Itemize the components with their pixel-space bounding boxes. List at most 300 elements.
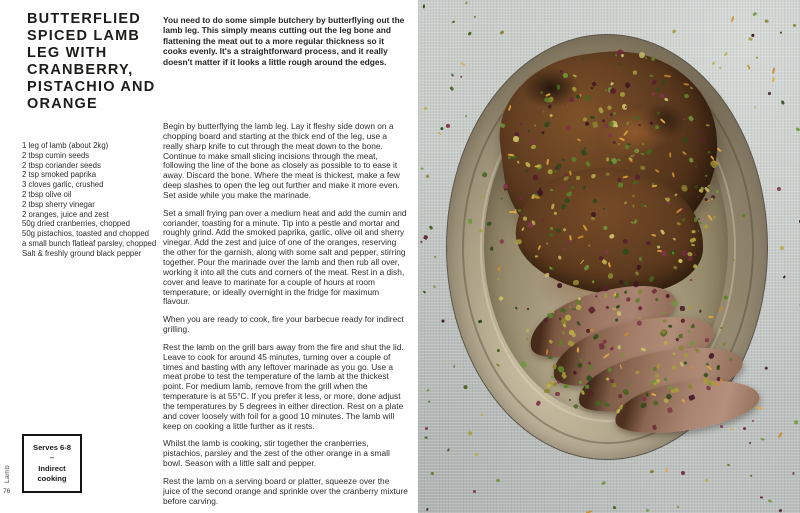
garnish-bit [497,349,501,353]
garnish-bit [781,101,785,106]
garnish-bit [650,470,655,474]
garnish-bit [584,265,590,272]
garnish-bit [589,116,594,120]
garnish-bit [608,106,613,111]
garnish-bit [561,203,567,209]
garnish-bit [477,319,482,323]
garnish-bit [482,172,488,177]
garnish-bit [546,243,548,245]
garnish-bit [697,229,700,231]
garnish-bit [780,246,784,250]
garnish-bit [716,189,720,193]
garnish-bit [656,86,661,91]
garnish-bit [568,96,574,102]
garnish-bit [450,86,455,91]
garnish-bit [425,175,428,178]
garnish-bit [633,281,639,288]
garnish-bit [741,213,745,217]
garnish-bit [508,105,512,111]
garnish-bit [667,408,673,414]
garnish-bit [720,425,723,428]
garnish-bit [634,115,640,121]
garnish-bit [603,285,609,291]
garnish-bit [498,296,503,302]
recipe-title-line: LEG WITH [27,45,108,61]
method-paragraph: Rest the lamb on a serving board or platter, squeeze over the juice of the second orange and sprinkle over the cranberry mixture before carving. [163,476,408,506]
garnish-bit [503,184,507,189]
garnish-bit [591,217,595,220]
garnish-bit [717,365,721,370]
garnish-bit [524,169,527,173]
garnish-bit [623,130,629,136]
garnish-bit [729,357,732,361]
garnish-bit [560,307,566,313]
garnish-bit [603,353,610,359]
garnish-bit [549,227,552,230]
garnish-bit [548,339,553,344]
garnish-bit [708,316,713,318]
garnish-bit [619,405,623,410]
garnish-bit [690,279,693,281]
garnish-bit [750,475,753,477]
garnish-bit [429,225,434,230]
garnish-bit [704,186,710,192]
garnish-bit [517,208,521,212]
garnish-bit [573,404,579,410]
garnish-bit [720,378,722,382]
garnish-bit [565,125,572,132]
garnish-bit [543,121,550,129]
garnish-bit [580,358,583,361]
garnish-bit [655,169,660,173]
garnish-bit [677,258,683,263]
garnish-bit [646,508,649,511]
garnish-bit [673,353,676,356]
garnish-bit [605,251,609,255]
garnish-bit [556,85,559,90]
garnish-bit [601,481,606,485]
garnish-bit [792,23,796,27]
garnish-bit [439,127,443,131]
garnish-bit [684,352,689,357]
garnish-bit [665,294,670,299]
garnish-bit [623,238,629,245]
garnish-bit [704,479,708,483]
garnish-bit [419,240,422,243]
garnish-bit [723,295,728,300]
chapter-label: Lamb [4,464,11,483]
garnish-bit [682,399,686,403]
garnish-bit [607,368,613,373]
garnish-bit [638,289,643,295]
garnish-bit [652,185,657,188]
garnish-bit [722,342,726,346]
garnish-bit [640,165,646,170]
garnish-bit [778,432,783,438]
garnish-bit [544,97,551,103]
garnish-bit [618,62,621,65]
garnish-bit [625,145,630,150]
garnish-bit [760,437,764,440]
garnish-bit [500,240,505,245]
ingredient-item: 1 leg of lamb (about 2kg) [22,141,109,150]
garnish-bit [593,198,598,203]
garnish-bit [695,166,697,168]
garnish-bit [742,426,746,430]
garnish-bit [546,349,549,355]
garnish-bit [701,138,707,144]
garnish-bit [656,246,660,250]
garnish-bit [580,149,587,156]
garnish-bit [612,506,615,509]
garnish-bit [584,147,587,150]
garnish-bit [794,420,799,425]
garnish-bit [551,204,556,210]
garnish-bit [508,156,511,159]
ingredient-item: 2 tsp smoked paprika [22,170,97,180]
garnish-bit [618,279,623,284]
garnish-bit [699,310,702,313]
garnish-bit [563,227,567,231]
ingredient-item: 50g dried cranberries, chopped [22,219,130,229]
garnish-bit [668,325,672,328]
garnish-bit [694,217,698,222]
garnish-bit [681,151,686,155]
garnish-bit [645,148,653,156]
garnish-bit [579,259,584,264]
garnish-bit [592,121,598,128]
garnish-bit [650,121,654,125]
garnish-bit [651,385,655,389]
garnish-bit [591,87,594,90]
garnish-bit [561,373,567,379]
garnish-bit [748,38,752,41]
serves-label: Serves 6-8 [33,442,71,452]
garnish-bit [533,174,540,181]
garnish-bit [694,348,701,354]
garnish-bit [519,122,523,126]
garnish-bit [592,281,594,284]
garnish-bit [651,56,656,61]
garnish-bit [496,277,499,280]
garnish-bit [688,157,694,163]
garnish-bit [752,420,754,422]
garnish-bit [551,376,554,378]
garnish-bit [540,130,545,135]
garnish-bit [632,194,636,197]
garnish-bit [468,219,472,224]
garnish-bit [656,363,659,368]
garnish-bit [640,402,647,409]
garnish-bit [526,308,529,311]
garnish-bit [618,345,621,349]
garnish-bit [670,152,672,157]
ingredient-item: 2 tbsp sherry vinegar [22,199,95,209]
garnish-bit [635,271,639,276]
garnish-bit [475,453,478,456]
garnish-bit [635,298,641,304]
garnish-bit [633,180,638,184]
garnish-bit [585,121,590,126]
garnish-bit [577,138,582,141]
garnish-bit [556,282,562,288]
garnish-bit [632,71,636,75]
garnish-bit [704,338,709,342]
garnish-bit [718,306,724,311]
garnish-bit [424,427,428,431]
ingredient-item: 50g pistachios, toasted and chopped [22,229,150,239]
garnish-bit [638,305,644,311]
garnish-bit [603,345,606,348]
garnish-bit [636,264,642,270]
garnish-bit [703,225,708,230]
garnish-bit [655,125,659,129]
garnish-bit [552,310,555,313]
recipe-title-line: ORANGE [27,96,98,112]
garnish-bit [433,256,436,259]
garnish-bit [653,509,655,511]
garnish-bit [681,319,685,323]
garnish-bit [423,236,428,241]
garnish-bit [687,384,694,391]
garnish-bit [616,158,620,161]
garnish-bit [537,245,540,250]
ingredient-item: 2 tbsp olive oil [22,189,72,199]
garnish-bit [460,62,466,67]
garnish-bit [691,243,695,246]
garnish-bit [703,372,708,377]
garnish-bit [569,306,571,308]
garnish-bit [778,508,782,512]
garnish-bit [519,196,523,200]
garnish-bit [618,142,621,145]
garnish-bit [716,148,721,153]
garnish-bit [671,301,676,305]
garnish-bit [683,83,690,86]
garnish-bit [687,252,692,257]
garnish-bit [553,212,557,215]
method-paragraph: Set a small frying pan over a medium heat and add the cumin and coriander, toasting for a minute. Tip into a pestle and mortar and roughly grind. Add the smoked paprika, garlic, olive oil and sherry vinegar. Add the zest and juice of one of the oranges, reserving the other for the garnish, along with some salt and pepper, stirring together. Pour the marinade over the lamb and then rub all over, working it into all the cuts and corners of the meat. Rest in a dish, cover and leave to marinate for a couple of hours at room temperature, or ideally overnight in the fridge for maximum flavour. [163,207,407,307]
garnish-bit [601,119,606,124]
garnish-bit [698,129,702,133]
garnish-bit [512,135,519,142]
garnish-bit [490,247,494,251]
garnish-bit [731,258,734,262]
garnish-bit [731,16,734,22]
garnish-bit [515,209,517,214]
garnish-bit [747,64,751,70]
cooking-method-label: Indirect cooking [37,463,67,483]
garnish-bit [591,81,597,87]
garnish-bit [569,191,573,196]
garnish-bit [686,329,690,333]
garnish-bit [651,287,657,293]
garnish-bit [649,275,655,282]
garnish-bit [690,366,695,370]
garnish-bit [641,347,646,351]
garnish-bit [424,106,428,110]
garnish-bit [515,306,518,309]
garnish-bit [517,160,521,164]
garnish-bit [626,297,631,302]
garnish-bit [479,229,484,233]
garnish-bit [546,159,549,165]
garnish-bit [452,20,455,23]
garnish-bit [684,93,689,97]
garnish-bit [645,57,648,59]
garnish-bit [607,272,613,278]
garnish-bit [638,316,641,319]
garnish-bit [652,425,657,431]
garnish-bit [615,304,620,309]
garnish-bit [451,73,454,76]
garnish-bit [584,94,591,101]
garnish-bit [711,197,713,199]
garnish-bit [655,297,659,301]
garnish-bit [635,371,640,374]
garnish-bit [688,116,694,122]
garnish-bit [616,293,619,295]
ingredient-item: a small bunch flatleaf parsley, chopped [22,238,157,248]
page-number: 76 [3,488,11,495]
garnish-bit [564,103,567,106]
garnish-bit [460,76,463,79]
garnish-bit [605,377,608,381]
garnish-bit [754,106,757,109]
garnish-bit [609,88,615,94]
garnish-bit [795,127,800,132]
garnish-bit [583,224,588,231]
garnish-bit [628,382,631,385]
garnish-bit [421,168,424,170]
garnish-bit [547,169,553,175]
ingredient-item: 2 tbsp coriander seeds [22,160,101,170]
garnish-bit [473,490,476,493]
garnish-bit [681,470,686,475]
garnish-bit [688,394,695,401]
garnish-bit [570,185,574,190]
garnish-bit [543,389,549,393]
garnish-bit [587,363,594,370]
garnish-bit [498,266,502,271]
garnish-bit [632,218,637,224]
garnish-bit [536,89,539,91]
garnish-bit [530,145,536,151]
garnish-bit [645,240,651,246]
garnish-bit [499,30,504,35]
garnish-bit [563,383,569,389]
garnish-scatter [418,0,800,513]
garnish-bit [604,293,608,297]
garnish-bit [642,142,645,145]
garnish-bit [657,112,660,115]
garnish-bit [624,82,631,89]
garnish-bit [425,507,428,510]
garnish-bit [605,306,609,310]
garnish-bit [639,257,643,261]
garnish-bit [548,232,553,237]
garnish-bit [649,355,651,357]
garnish-bit [526,329,530,333]
garnish-bit [661,249,667,256]
garnish-bit [706,151,710,155]
garnish-bit [526,337,529,340]
garnish-bit [548,356,553,360]
garnish-bit [601,259,607,265]
garnish-bit [681,250,687,256]
garnish-bit [576,176,581,181]
garnish-bit [588,244,590,247]
garnish-bit [614,318,618,322]
garnish-bit [675,194,678,197]
garnish-bit [723,52,727,56]
garnish-bit [602,225,608,231]
garnish-bit [605,172,609,176]
garnish-bit [577,347,579,352]
garnish-bit [650,74,654,76]
garnish-bit [618,183,624,188]
recipe-title-line: SPICED LAMB [27,28,141,44]
garnish-bit [687,306,691,311]
garnish-bit [712,62,715,66]
garnish-bit [620,53,624,57]
garnish-bit [653,399,660,405]
garnish-bit [683,362,687,365]
ingredient-item: Salt & freshly ground black pepper [22,248,142,258]
garnish-bit [573,370,577,374]
garnish-bit [642,397,647,402]
garnish-bit [646,392,649,397]
garnish-bit [480,195,483,197]
garnish-bit [708,352,716,360]
garnish-bit [646,265,649,268]
garnish-bit [695,185,698,189]
garnish-bit [571,86,577,92]
garnish-bit [524,161,530,168]
garnish-bit [561,323,566,328]
garnish-bit [655,374,659,378]
garnish-bit [641,153,645,156]
garnish-bit [557,380,561,384]
garnish-bit [624,291,628,295]
garnish-bit [572,157,577,162]
garnish-bit [719,67,722,70]
garnish-bit [776,186,781,191]
garnish-bit [780,31,782,34]
garnish-bit [468,432,472,436]
garnish-bit [562,72,568,78]
garnish-bit [608,133,612,137]
garnish-bit [535,400,541,406]
garnish-bit [714,381,720,387]
garnish-bit [577,287,580,290]
garnish-bit [561,331,565,335]
garnish-bit [597,106,603,113]
garnish-bit [594,294,597,297]
garnish-bit [519,361,527,369]
recipe-title [27,11,177,113]
method-paragraph: Rest the lamb on the grill bars away from the fire and shut the lid. Leave to cook for around 45 minutes, turning over a couple of times and basting with any leftover marinade as you go. Use a meat probe to test the temperature of the lamb at the thickest point. For medium lamb, remove from the grill when the temperature is at 55°C. If you prefer it less, or more, done adjust the temperatures by 5 degrees in either direction. Rest on a plate and cover loosely with foil for a good 10 minutes. The lamb will keep on cooking a little further as it rests. [163,341,404,431]
garnish-bit [465,1,468,4]
garnish-bit [662,79,666,85]
garnish-bit [719,327,722,330]
garnish-bit [573,74,577,77]
ingredient-item: 2 tbsp cumin seeds [22,150,90,160]
garnish-bit [683,118,685,120]
garnish-bit [430,471,434,475]
garnish-bit [693,253,696,256]
garnish-bit [665,468,667,473]
